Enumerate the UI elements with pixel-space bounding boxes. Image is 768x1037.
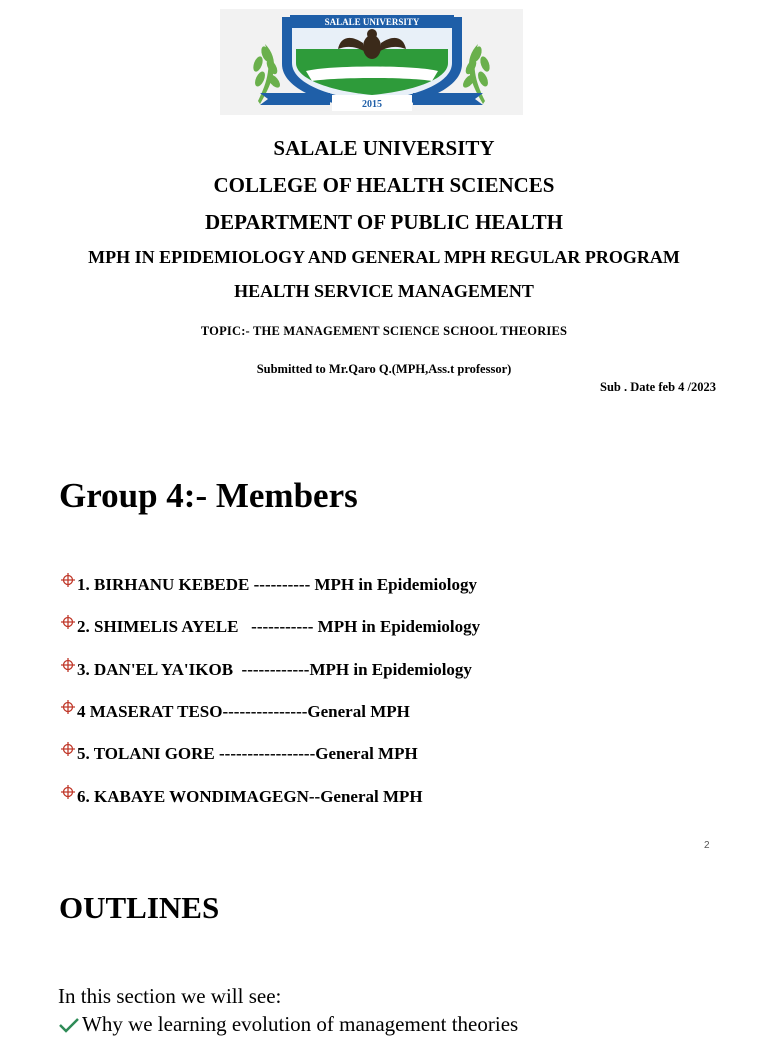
member-text: 6. KABAYE WONDIMAGEGN--General MPH: [77, 787, 423, 806]
member-item: [60, 617, 480, 637]
logo-emblem-icon: [220, 9, 523, 115]
university-logo: [220, 9, 523, 115]
target-bullet-icon: [60, 572, 76, 588]
department-name: DEPARTMENT OF PUBLIC HEALTH: [204, 210, 564, 234]
logo-year: 2015: [362, 99, 382, 110]
target-bullet-icon: [60, 614, 76, 630]
university-name: SALALE UNIVERSITY: [273, 136, 495, 160]
page-number: 2: [704, 840, 710, 851]
member-item: [60, 702, 410, 722]
program-name: MPH IN EPIDEMIOLOGY AND GENERAL MPH REGULAR PROGRAM: [88, 247, 680, 267]
outlines-heading: OUTLINES: [59, 890, 220, 925]
submission-date: Sub . Date feb 4 /2023: [600, 380, 716, 394]
member-item: [60, 744, 418, 764]
member-text: 1. BIRHANU KEBEDE ---------- MPH in Epidemiology: [77, 575, 477, 594]
check-bullet-icon: [58, 1016, 80, 1034]
course-name: HEALTH SERVICE MANAGEMENT: [234, 281, 534, 301]
group-heading: Group 4:- Members: [59, 476, 358, 515]
outline-item: [58, 1012, 518, 1037]
member-item: [60, 575, 477, 595]
target-bullet-icon: [60, 657, 76, 673]
logo-banner-text: SALALE UNIVERSITY: [324, 17, 420, 27]
member-text: 3. DAN'EL YA'IKOB ------------MPH in Epidemiology: [77, 660, 472, 679]
member-text: 2. SHIMELIS AYELE ----------- MPH in Epidemiology: [77, 617, 481, 636]
outline-item-text: Why we learning evolution of management theories: [82, 1012, 519, 1036]
member-item: [60, 660, 472, 680]
member-text: 4 MASERAT TESO---------------General MPH: [77, 702, 410, 721]
topic-line: TOPIC:- THE MANAGEMENT SCIENCE SCHOOL THEORIES: [200, 324, 568, 338]
target-bullet-icon: [60, 699, 76, 715]
target-bullet-icon: [60, 784, 76, 800]
college-name: COLLEGE OF HEALTH SCIENCES: [213, 173, 555, 197]
member-text: 5. TOLANI GORE -----------------General MPH: [77, 744, 418, 763]
target-bullet-icon: [60, 741, 76, 757]
outlines-intro: In this section we will see:: [58, 984, 282, 1008]
member-item: [60, 787, 423, 807]
submitted-to: Submitted to Mr.Qaro Q.(MPH,Ass.t professor): [256, 362, 512, 376]
